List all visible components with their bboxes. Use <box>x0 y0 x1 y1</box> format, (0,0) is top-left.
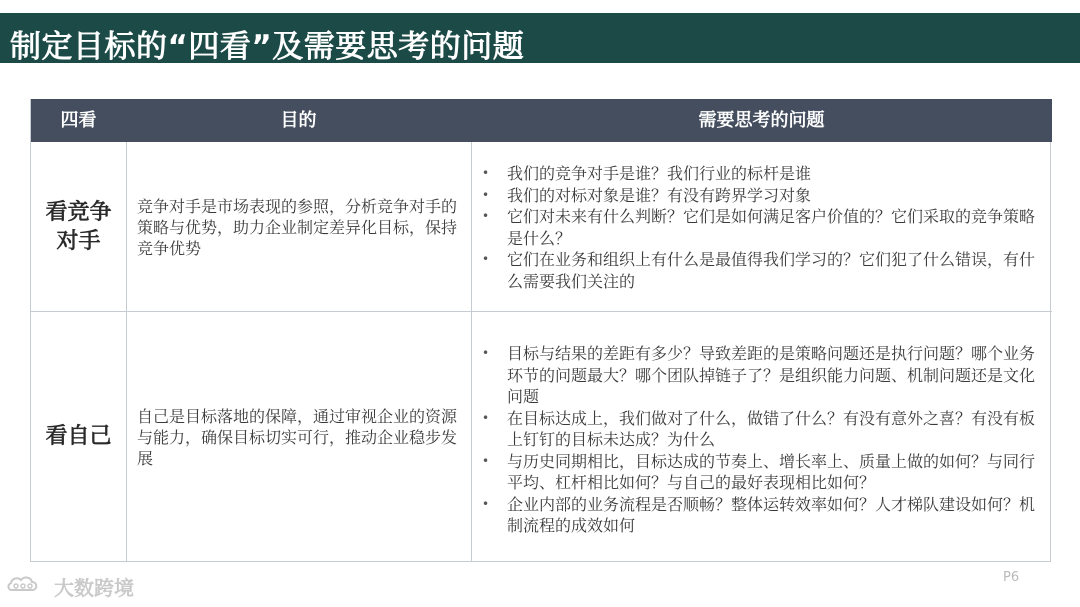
watermark-logo-icon <box>4 570 50 602</box>
question-item <box>475 206 1047 249</box>
purpose-text: 竞争对手是市场表现的参照，分析竞争对手的策略与优势，助力企业制定差异化目标，保持竞争优势 <box>137 197 458 258</box>
question-item <box>475 343 1047 408</box>
row-label-cell <box>31 142 126 311</box>
purpose-text: 自己是目标落地的保障，通过审视企业的资源与能力，确保目标切实可行，推动企业稳步发展 <box>137 407 458 468</box>
bullet-icon: • <box>482 252 490 266</box>
table-row-self <box>31 312 1052 561</box>
question-item <box>475 494 1047 537</box>
page-title: 制定目标的“四看”及需要思考的问题 <box>10 29 525 65</box>
question-list <box>475 163 1047 292</box>
table-row-competitors <box>31 142 1052 312</box>
question-list <box>475 343 1047 537</box>
question-text: 它们在业务和组织上有什么是最值得我们学习的？它们犯了什么错误，有什么需要我们关注的 <box>507 250 1036 291</box>
bullet-icon: • <box>482 346 490 360</box>
row-label: 看自己 <box>45 424 112 449</box>
page-number: P6 <box>1003 570 1020 585</box>
question-text: 企业内部的业务流程是否顺畅？整体运转效率如何？人才梯队建设如何？机制流程的成效如何 <box>507 494 1036 535</box>
question-item <box>475 163 1047 185</box>
question-item <box>475 408 1047 451</box>
header-purpose: 目的 <box>280 110 317 131</box>
bullet-icon: • <box>482 453 490 468</box>
title-bar <box>0 13 1080 63</box>
watermark-text: 大数跨境 <box>54 575 134 600</box>
watermark <box>4 570 134 602</box>
four-looks-table <box>30 99 1051 562</box>
bullet-icon: • <box>482 187 490 202</box>
row-label: 看竞争对手 <box>45 199 112 254</box>
question-item <box>475 451 1047 494</box>
question-item <box>475 185 1047 207</box>
question-text: 与历史同期相比，目标达成的节奏上、增长率上、质量上做的如何？与同行平均、杠杆相比如何？与自己的最好表现相比如何？ <box>507 451 1036 492</box>
question-text: 目标与结果的差距有多少？导致差距的是策略问题还是执行问题？哪个业务环节的问题最大？哪个团队掉链子了？是组织能力问题、机制问题还是文化问题 <box>507 344 1036 406</box>
table-header-row <box>31 99 1052 142</box>
bullet-icon: • <box>482 496 490 511</box>
header-four-looks: 四看 <box>60 110 97 131</box>
bullet-icon: • <box>482 209 490 223</box>
question-text: 我们的竞争对手是谁？我们行业的标杆是谁 <box>507 164 812 183</box>
header-questions: 需要思考的问题 <box>698 110 825 131</box>
question-text: 在目标达成上，我们做对了什么，做错了什么？有没有意外之喜？有没有板上钉钉的目标未达成？为什么 <box>507 408 1036 449</box>
question-text: 我们的对标对象是谁？有没有跨界学习对象 <box>507 185 812 205</box>
row-label-cell <box>31 312 126 561</box>
question-item <box>475 249 1047 292</box>
bullet-icon: • <box>482 166 490 180</box>
bullet-icon: • <box>482 410 490 425</box>
question-text: 它们对未来有什么判断？它们是如何满足客户价值的？它们采取的竞争策略是什么？ <box>507 207 1036 248</box>
